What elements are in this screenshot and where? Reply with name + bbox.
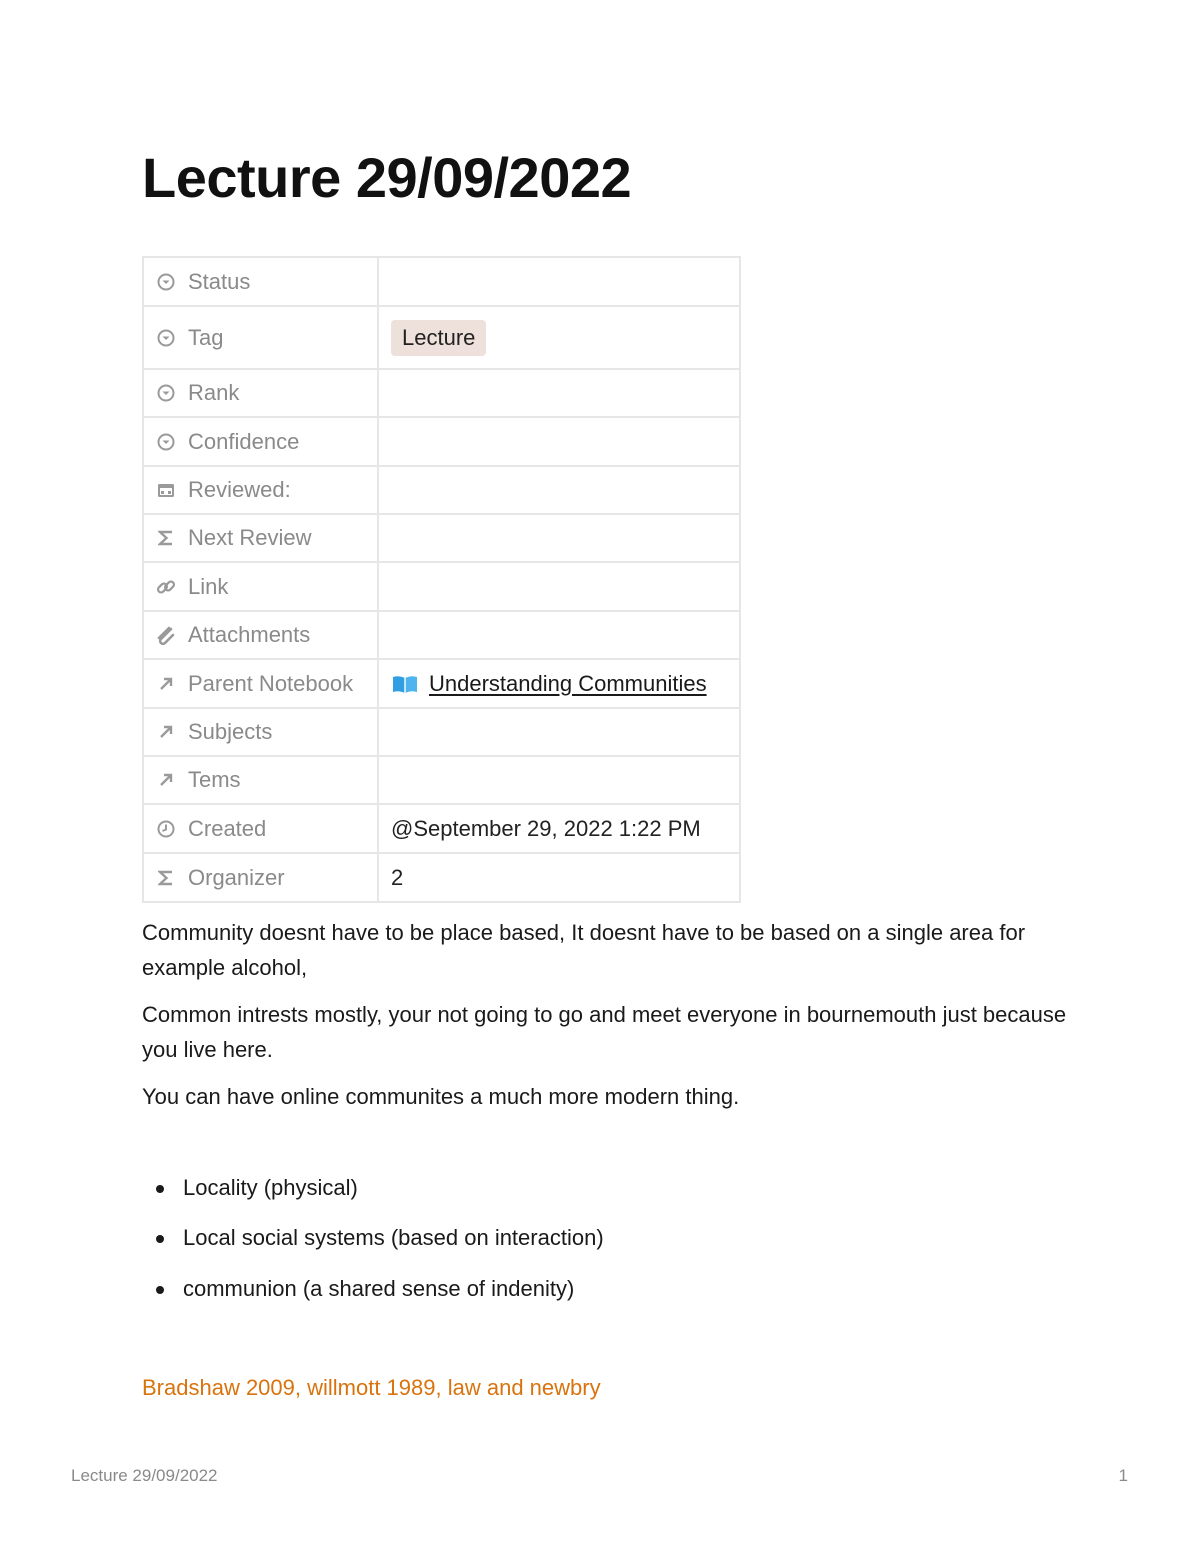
property-row-parent-notebook xyxy=(143,659,740,708)
clock-icon xyxy=(156,819,176,839)
property-value-next-review[interactable] xyxy=(378,514,740,562)
property-name: Reviewed: xyxy=(188,477,291,502)
list-item: communion (a shared sense of indenity) xyxy=(142,1277,604,1301)
paragraph: You can have online communites a much more modern thing. xyxy=(142,1084,740,1109)
property-row-subjects xyxy=(143,708,740,756)
page-title: Lecture 29/09/2022 xyxy=(142,146,632,209)
page-number: 1 xyxy=(1118,1466,1128,1485)
list-item: Locality (physical) xyxy=(142,1176,604,1200)
property-row-rank xyxy=(143,369,740,417)
property-row-organizer xyxy=(143,853,740,902)
property-row-tag xyxy=(143,306,740,369)
relation-arrow-icon xyxy=(156,770,176,790)
property-name: Created xyxy=(188,815,267,841)
property-row-status xyxy=(143,257,740,306)
parent-notebook-link[interactable]: Understanding Communities xyxy=(429,670,707,696)
paperclip-icon xyxy=(156,625,176,645)
property-name: Subjects xyxy=(188,719,273,744)
property-value-organizer: 2 xyxy=(378,853,740,902)
property-value-subjects[interactable] xyxy=(378,708,740,756)
property-row-next-review xyxy=(143,514,740,562)
link-icon xyxy=(156,577,176,597)
property-name: Tems xyxy=(188,767,241,792)
tag-lecture-badge[interactable]: Lecture xyxy=(391,320,486,356)
property-name: Rank xyxy=(188,380,240,405)
relation-arrow-icon xyxy=(156,722,176,742)
property-row-tems xyxy=(143,756,740,804)
property-value-tems[interactable] xyxy=(378,756,740,804)
property-value-attachments[interactable] xyxy=(378,611,740,659)
property-name: Attachments xyxy=(188,622,311,647)
select-icon xyxy=(156,432,176,452)
select-icon xyxy=(156,383,176,403)
property-value-reviewed[interactable] xyxy=(378,466,740,514)
property-row-reviewed xyxy=(143,466,740,514)
reference-text: Bradshaw 2009, willmott 1989, law and newbry xyxy=(142,1375,601,1400)
property-row-attachments xyxy=(143,611,740,659)
property-name: Next Review xyxy=(188,525,312,550)
formula-icon xyxy=(156,528,176,548)
property-name: Status xyxy=(188,268,251,294)
relation-arrow-icon xyxy=(156,674,176,694)
property-value-link[interactable] xyxy=(378,562,740,611)
property-row-confidence xyxy=(143,417,740,466)
property-name: Organizer xyxy=(188,864,285,890)
property-name: Link xyxy=(188,573,229,599)
property-name: Confidence xyxy=(188,428,300,454)
select-icon xyxy=(156,272,176,292)
footer-title: Lecture 29/09/2022 xyxy=(71,1466,218,1485)
property-value-confidence[interactable] xyxy=(378,417,740,466)
select-icon xyxy=(156,328,176,348)
property-value-status[interactable] xyxy=(378,257,740,306)
property-value-created: @September 29, 2022 1:22 PM xyxy=(378,804,740,853)
paragraph: Community doesnt have to be place based, It doesnt have to be based on a single area for example alcohol, xyxy=(142,920,1026,980)
date-icon xyxy=(156,480,176,500)
property-row-created xyxy=(143,804,740,853)
property-name: Tag xyxy=(188,324,224,350)
bullet-list xyxy=(142,1176,604,1327)
property-value-rank[interactable] xyxy=(378,369,740,417)
property-row-link xyxy=(143,562,740,611)
list-item: Local social systems (based on interaction) xyxy=(142,1226,604,1250)
paragraph: Common intrests mostly, your not going to go and meet everyone in bournemouth just because you live here. xyxy=(142,1002,1067,1062)
open-book-icon xyxy=(391,674,419,694)
properties-table xyxy=(142,256,741,903)
formula-icon xyxy=(156,868,176,888)
property-name: Parent Notebook xyxy=(188,670,354,696)
